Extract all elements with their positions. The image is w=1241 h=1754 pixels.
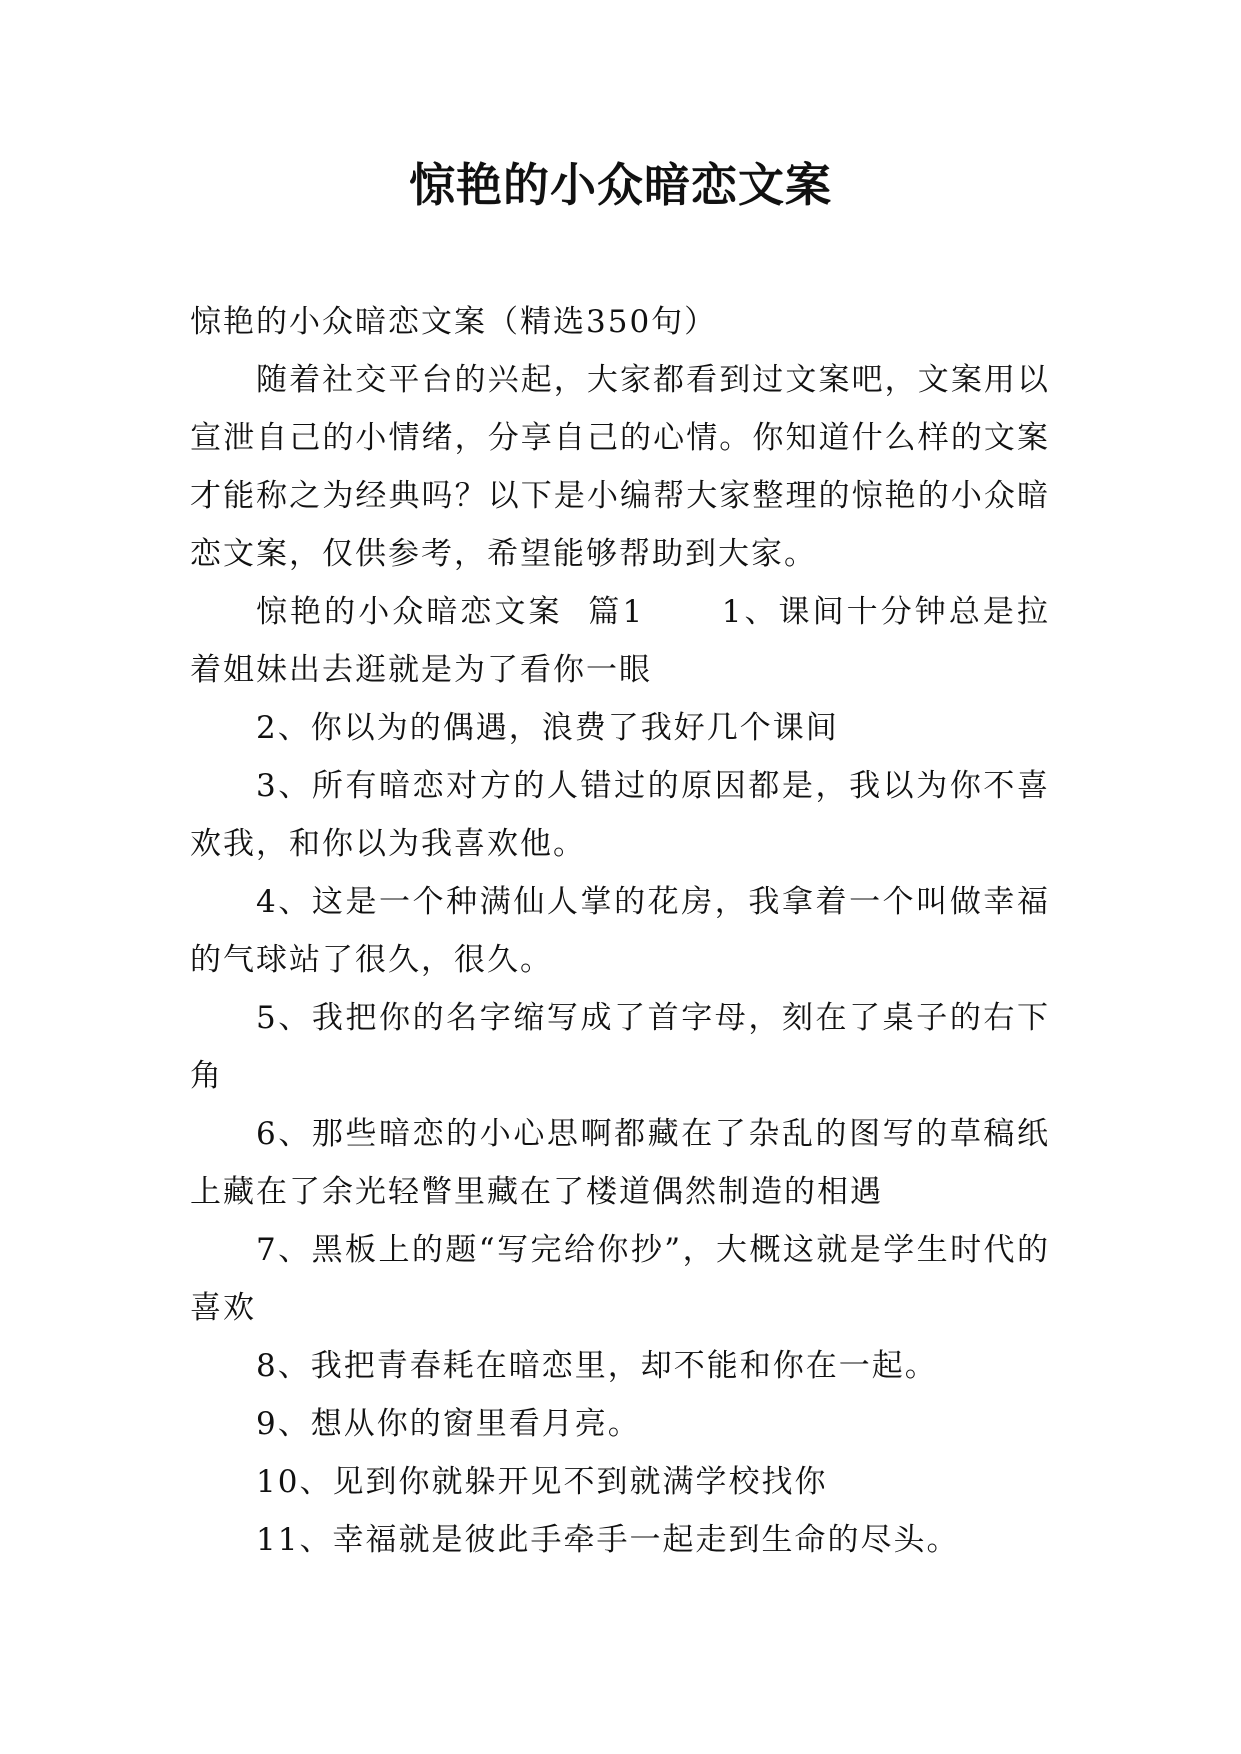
- paragraph-item-8: 8、我把青春耗在暗恋里，却不能和你在一起。: [256, 1348, 938, 1384]
- paragraph-item-10: 10、见到你就躲开见不到就满学校找你: [256, 1464, 828, 1500]
- paragraph-item-2: 2、你以为的偶遇，浪费了我好几个课间: [256, 710, 839, 746]
- paragraph-item-7: 7、黑板上的题“写完给你抄”，大概这就是学生时代的喜欢: [190, 1232, 1050, 1326]
- paragraph-item-5: 5、我把你的名字缩写成了首字母，刻在了桌子的右下角: [190, 1000, 1050, 1094]
- document-title: 惊艳的小众暗恋文案: [409, 158, 832, 212]
- document-body: [190, 293, 1050, 1569]
- paragraph-item-4: 4、这是一个种满仙人掌的花房，我拿着一个叫做幸福的气球站了很久，很久。: [190, 884, 1050, 978]
- paragraph-item-9: 9、想从你的窗里看月亮。: [256, 1406, 641, 1442]
- paragraph-intro: 随着社交平台的兴起，大家都看到过文案吧，文案用以宣泄自己的小情绪，分享自己的心情。你知道什么样的文案才能称之为经典吗？以下是小编帮大家整理的惊艳的小众暗恋文案，仅供参考，希望能够帮助到大家。: [190, 362, 1050, 572]
- paragraph-item-6: 6、那些暗恋的小心思啊都藏在了杂乱的图写的草稿纸上藏在了余光轻瞥里藏在了楼道偶然制造的相遇: [190, 1116, 1050, 1210]
- paragraph-item-11: 11、幸福就是彼此手牵手一起走到生命的尽头。: [256, 1522, 960, 1558]
- document-subtitle: 惊艳的小众暗恋文案（精选350句）: [190, 304, 718, 340]
- paragraph-item-3: 3、所有暗恋对方的人错过的原因都是，我以为你不喜欢我，和你以为我喜欢他。: [190, 768, 1050, 862]
- paragraph-section-1: 惊艳的小众暗恋文案 篇1 1、课间十分钟总是拉着姐妹出去逛就是为了看你一眼: [190, 594, 1050, 688]
